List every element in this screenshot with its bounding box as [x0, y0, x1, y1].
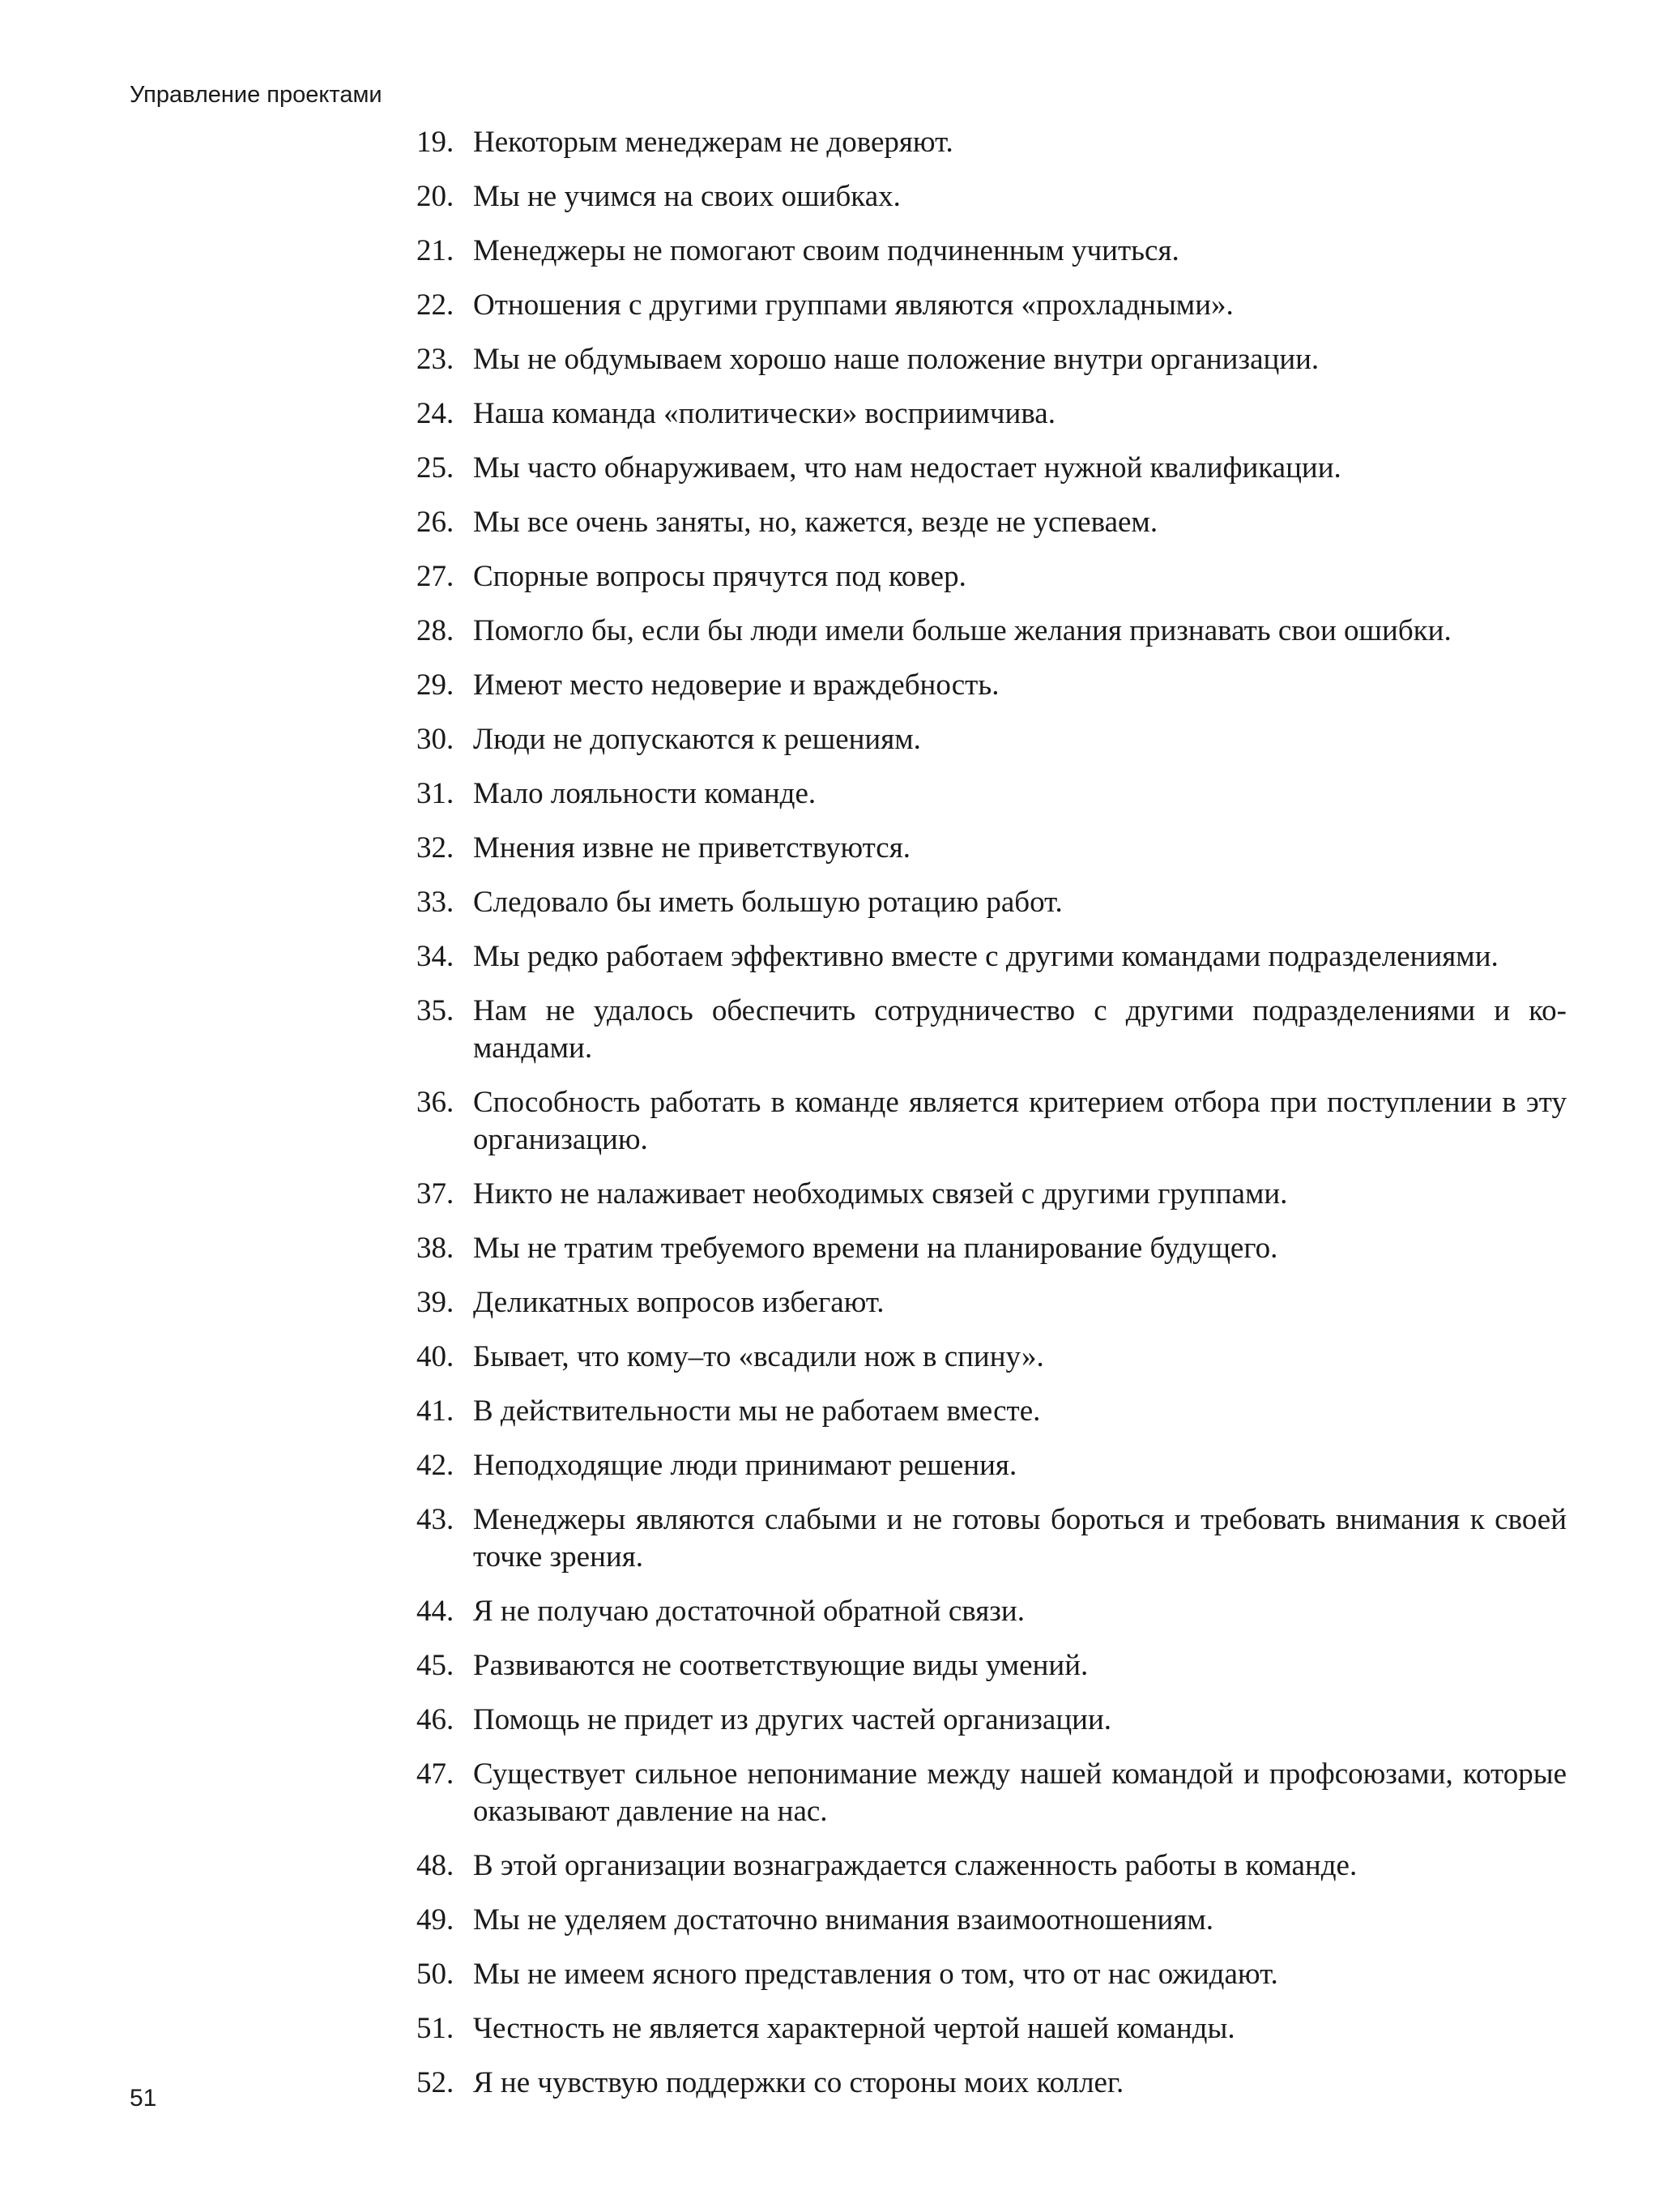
item-text: Мы не имеем ясного представления о том, что от нас ожидают. [473, 1958, 1278, 1991]
item-text: Деликатных вопросов избегают. [473, 1286, 885, 1319]
item-number: 25. [416, 451, 454, 485]
item-text: Мы часто обнаруживаем, что нам недостает нужной квалификации. [473, 451, 1341, 485]
item-text: Бывает, что кому–то «всадили нож в спину». [473, 1340, 1044, 1373]
list-item [416, 1702, 1567, 1739]
list-item [416, 1230, 1567, 1267]
item-number: 27. [416, 560, 454, 593]
item-number: 30. [416, 723, 454, 756]
list-item [416, 1847, 1567, 1885]
list-item [416, 613, 1567, 650]
item-text: Отношения с другими группами являются «прохладными». [473, 288, 1234, 322]
item-text: Мы не обдумываем хорошо наше положение внутри организации. [473, 343, 1320, 376]
item-number: 40. [416, 1340, 454, 1373]
item-number: 39. [416, 1286, 454, 1319]
list-item [416, 341, 1567, 378]
item-number: 22. [416, 288, 454, 322]
list-item [416, 884, 1567, 921]
item-text: Я не чувствую поддержки со стороны моих коллег. [473, 2066, 1124, 2099]
list-item [416, 1176, 1567, 1213]
list-item [416, 1756, 1567, 1830]
questionnaire-list [416, 124, 1567, 2119]
item-number: 29. [416, 668, 454, 702]
item-text: Следовало бы иметь большую ротацию работ. [473, 886, 1063, 919]
item-number: 32. [416, 831, 454, 865]
item-text: Мы не уделяем достаточно внимания взаимоотношениям. [473, 1903, 1214, 1937]
list-item [416, 124, 1567, 161]
list-item [416, 1902, 1567, 1939]
list-item [416, 1339, 1567, 1376]
item-number: 20. [416, 180, 454, 213]
item-text: В этой организации вознаграждается слаженность работы в команде. [473, 1849, 1358, 1882]
list-item [416, 178, 1567, 216]
list-item [416, 1393, 1567, 1430]
item-text: Помощь не придет из других частей организации. [473, 1703, 1112, 1736]
item-text: Помогло бы, если бы люди имели больше желания признавать свои ошибки. [473, 614, 1452, 647]
item-number: 42. [416, 1449, 454, 1482]
item-number: 41. [416, 1394, 454, 1428]
item-text: Мы не тратим требуемого времени на планирование будущего. [473, 1232, 1278, 1265]
list-item [416, 450, 1567, 487]
item-text: Неподходящие люди принимают решения. [473, 1449, 1017, 1482]
item-text: Способность работать в команде является критерием отбора при поступлении в эту организацию. [473, 1086, 1567, 1156]
list-item [416, 504, 1567, 541]
item-text: Имеют место недоверие и враждебность. [473, 668, 1000, 702]
list-item [416, 1647, 1567, 1685]
item-number: 37. [416, 1177, 454, 1211]
item-number: 46. [416, 1703, 454, 1736]
item-number: 21. [416, 234, 454, 267]
list-item [416, 721, 1567, 758]
running-header: Управление проектами [130, 82, 382, 108]
item-number: 34. [416, 940, 454, 973]
item-text: Менеджеры являются слабыми и не готовы бороться и требовать внимания к своей точке зрения. [473, 1503, 1567, 1574]
item-text: Менеджеры не помогают своим подчиненным учиться. [473, 234, 1179, 267]
list-item [416, 233, 1567, 270]
item-text: Спорные вопросы прячутся под ковер. [473, 560, 966, 593]
item-number: 44. [416, 1595, 454, 1628]
item-text: В действительности мы не работаем вместе. [473, 1394, 1041, 1428]
item-text: Никто не налаживает необходимых связей с другими группами. [473, 1177, 1288, 1211]
item-text: Некоторым менеджерам не доверяют. [473, 126, 953, 159]
item-text: Развиваются не соответствующие виды умений. [473, 1649, 1089, 1682]
list-item [416, 1284, 1567, 1322]
item-text: Мы не учимся на своих ошибках. [473, 180, 901, 213]
item-text: Наша команда «политически» восприимчива. [473, 397, 1056, 430]
item-number: 45. [416, 1649, 454, 1682]
item-number: 23. [416, 343, 454, 376]
item-number: 51. [416, 2012, 454, 2045]
item-number: 50. [416, 1958, 454, 1991]
list-item [416, 938, 1567, 976]
list-item [416, 1593, 1567, 1630]
item-number: 28. [416, 614, 454, 647]
item-number: 48. [416, 1849, 454, 1882]
list-item [416, 395, 1567, 433]
item-text: Мы редко работаем эффективно вместе с другими командами подразделениями. [473, 940, 1499, 973]
item-number: 43. [416, 1503, 454, 1536]
list-item [416, 1501, 1567, 1576]
item-text: Мы все очень заняты, но, кажется, везде не успеваем. [473, 506, 1158, 539]
item-number: 33. [416, 886, 454, 919]
item-text: Я не получаю достаточной обратной связи. [473, 1595, 1025, 1628]
item-number: 35. [416, 994, 454, 1027]
item-text: Люди не допускаются к решениям. [473, 723, 921, 756]
item-text: Нам не удалось обеспечить сотрудничество с другими подразделениями и командами. [473, 994, 1567, 1065]
item-number: 26. [416, 506, 454, 539]
item-text: Мало лояльности команде. [473, 777, 817, 810]
list-item [416, 1956, 1567, 1993]
list-item [416, 1084, 1567, 1159]
item-text: Мнения извне не приветствуются. [473, 831, 911, 865]
item-number: 49. [416, 1903, 454, 1937]
list-item [416, 2010, 1567, 2048]
item-number: 36. [416, 1086, 454, 1119]
list-item [416, 993, 1567, 1067]
item-number: 31. [416, 777, 454, 810]
item-number: 52. [416, 2066, 454, 2099]
list-item [416, 667, 1567, 704]
item-text: Существует сильное непонимание между нашей командой и профсоюзами, которые оказывают давление на нас. [473, 1757, 1567, 1828]
item-number: 47. [416, 1757, 454, 1791]
item-number: 24. [416, 397, 454, 430]
list-item [416, 830, 1567, 867]
list-item [416, 2065, 1567, 2102]
page-number: 51 [130, 2085, 157, 2112]
list-item [416, 775, 1567, 813]
list-item [416, 558, 1567, 596]
item-number: 19. [416, 126, 454, 159]
list-item [416, 287, 1567, 324]
item-text: Честность не является характерной чертой нашей команды. [473, 2012, 1235, 2045]
item-number: 38. [416, 1232, 454, 1265]
list-item [416, 1447, 1567, 1484]
